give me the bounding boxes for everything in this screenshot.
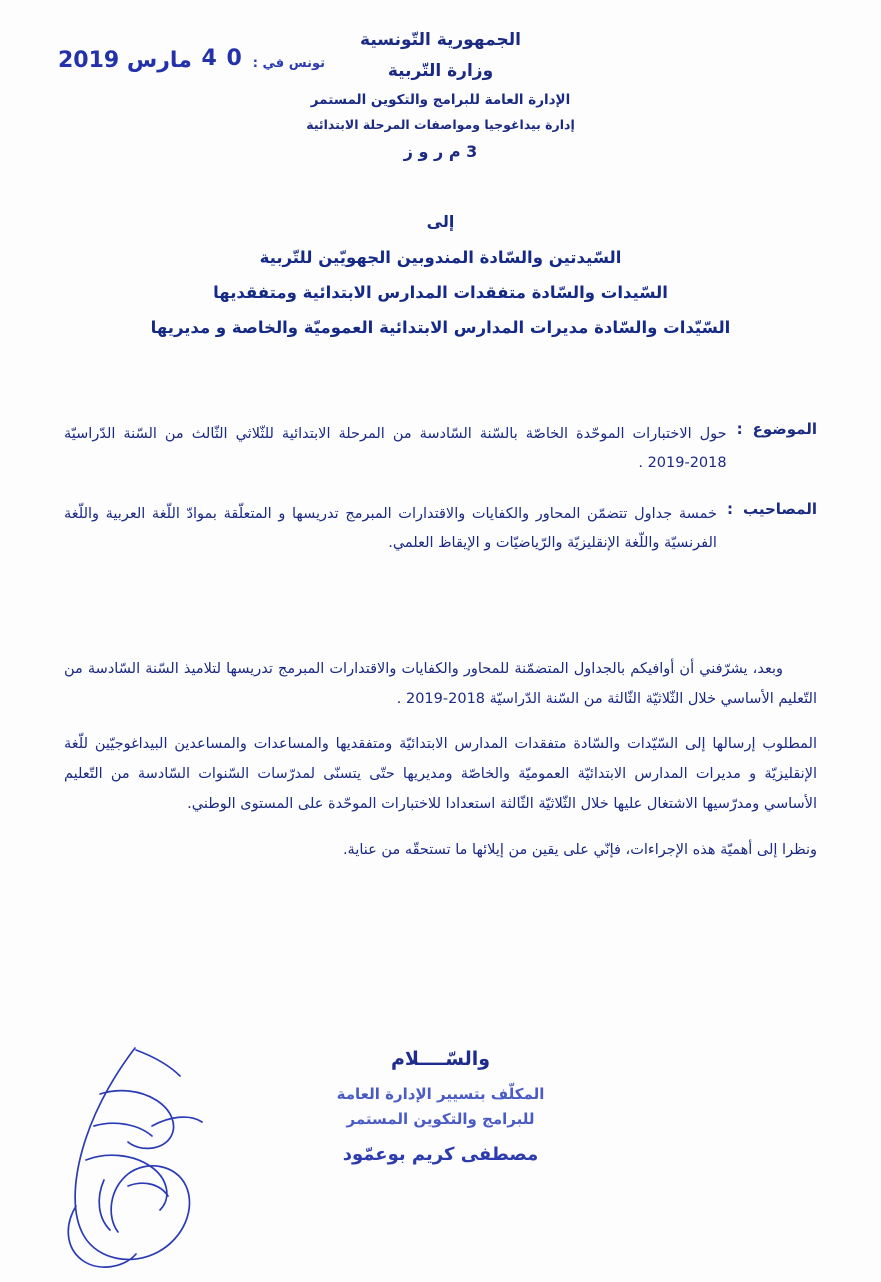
subject-value: حول الاختبارات الموحّدة الخاصّة بالسّنة السّادسة من المرحلة الابتدائية للثّلاثي الثّالث من السّنة الدّراسيّة 2018-2019 .	[64, 426, 727, 471]
body-paragraph-3: ونظرا إلى أهميّة هذه الإجراءات، فإنّي على يقين من إيلائها ما تستحقّه من عناية.	[342, 841, 817, 858]
signature-name: مصطفى كريم بوعمّود	[342, 1143, 539, 1165]
addressee-line-1: السّيدتين والسّادة المندوبين الجهويّين للتّربية	[259, 248, 622, 267]
letterhead-directorate: إدارة بيداغوجيا ومواصفات المرحلة الابتدائية	[306, 117, 575, 132]
letterhead-directorate-general: الإدارة العامة للبرامج والتكوين المستمر	[310, 92, 571, 108]
body-paragraph-2: المطلوب إرسالها إلى السّيّدات والسّادة متفقدات المدارس الابتدائيّة ومتفقديها والمساعدات والمساعدين البيداغوجيّين للّغة الإنقليزيّة و مديرات المدارس الابتدائيّة العموميّة والخاصّة ومديريها حتّى يتسنّى لمدرّسات السّنوات السّادسة من التّعليم الأساسي ومدرّسيها الاشتغال عليها خلال الثّلاثيّة الثّالثة استعدادا للاختبارات الموحّدة على المستوى الوطني.	[64, 736, 817, 812]
addressee-block	[0, 212, 881, 353]
signature-title-line-2: للبرامج والتكوين المستمر	[346, 1109, 535, 1128]
attachments-value: خمسة جداول تتضمّن المحاور والكفايات والاقتدارات المبرمج تدريسها و المتعلّقة بموادّ اللّغة العربية واللّغة الفرنسيّة واللّغة الإنقليزيّة والرّياضيّات و الإيقاظ العلمي.	[64, 506, 717, 551]
date-stamp-day: 0 4	[201, 46, 243, 71]
fields-block	[64, 420, 817, 580]
signature-block	[0, 1082, 881, 1169]
attachments-colon: :	[726, 500, 733, 518]
subject-field	[64, 420, 817, 478]
closing-salam-text: والسّــــلام	[390, 1048, 491, 1070]
addressee-to-label: إلى	[426, 212, 455, 231]
subject-colon: :	[736, 420, 743, 438]
body-paragraph-1: وبعد، يشرّفني أن أوافيكم بالجداول المتضمّنة للمحاور والكفايات والاقتدارات المبرمج تدريسها لتلاميذ السّنة السّادسة من التّعليم الأساسي خلال الثّلاثيّة الثّالثة من السّنة الدّراسيّة 2018-2019 .	[64, 661, 817, 707]
letterhead-ministry: وزارة التّربية	[387, 61, 494, 81]
body-text	[64, 655, 817, 881]
attachments-label: المصاحيب	[742, 500, 817, 518]
closing-salutation	[0, 1048, 881, 1070]
letterhead-republic: الجمهورية التّونسية	[360, 30, 521, 50]
signature-title-line-1: المكلّف بتسيير الإدارة العامة	[336, 1085, 545, 1103]
letterhead-reference: 3 م ر و ز	[403, 142, 478, 161]
subject-label: الموضوع	[752, 420, 817, 438]
date-stamp-year: 2019	[58, 48, 120, 73]
date-stamp-label: تونس في :	[252, 56, 325, 71]
addressee-line-3: السّيّدات والسّادة مديرات المدارس الابتدائية العموميّة والخاصة و مديريها	[150, 318, 731, 337]
date-stamp-month: مارس	[126, 48, 192, 73]
attachments-field	[64, 500, 817, 558]
addressee-line-2: السّيدات والسّادة متفقدات المدارس الابتدائية ومتفقديها	[213, 283, 668, 302]
letterhead	[0, 30, 881, 161]
